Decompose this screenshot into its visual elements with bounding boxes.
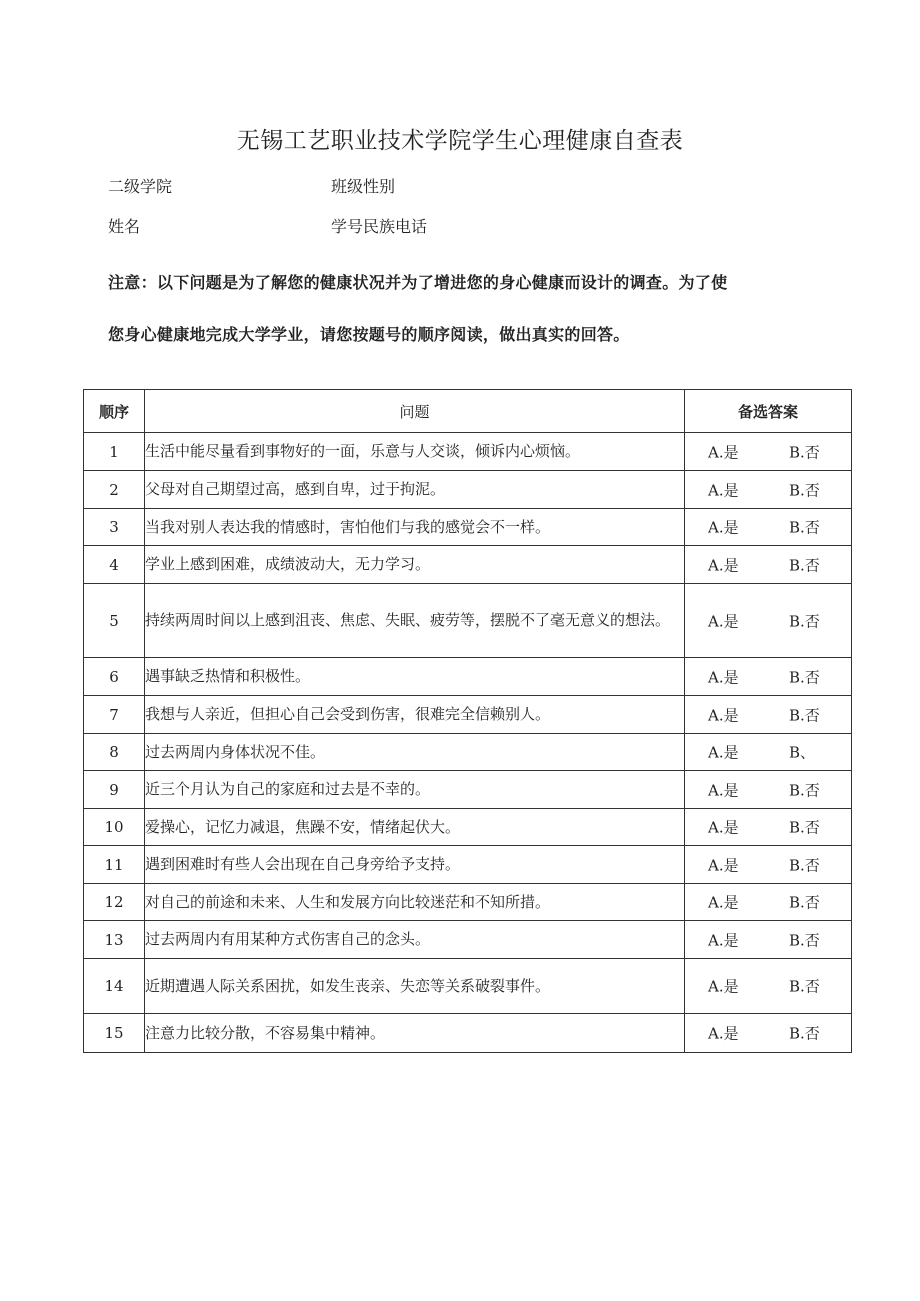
option-a[interactable]: A.是	[708, 743, 739, 762]
row-answers	[685, 771, 852, 809]
row-question: 对自己的前途和未来、人生和发展方向比较迷茫和不知所措。	[145, 884, 685, 921]
option-b[interactable]: B.否	[789, 781, 820, 799]
table-row	[84, 771, 852, 809]
option-a[interactable]: A.是	[708, 518, 739, 537]
college-label: 二级学院	[108, 177, 173, 196]
table-row	[84, 471, 852, 509]
table-row	[84, 509, 852, 546]
option-b[interactable]: B.否	[789, 612, 820, 630]
option-b[interactable]: B.否	[789, 556, 820, 574]
row-question: 近期遭遇人际关系困扰，如发生丧亲、失恋等关系破裂事件。	[145, 959, 685, 1014]
table-row	[84, 734, 852, 771]
table-row	[84, 546, 852, 584]
row-question: 父母对自己期望过高，感到自卑，过于拘泥。	[145, 471, 685, 509]
row-question: 我想与人亲近，但担心自己会受到伤害，很难完全信赖别人。	[145, 696, 685, 734]
row-number: 11	[84, 846, 145, 884]
row-answers	[685, 959, 852, 1014]
row-question: 遇事缺乏热情和积极性。	[145, 658, 685, 696]
row-number: 7	[84, 696, 145, 734]
option-b[interactable]: B.否	[789, 856, 820, 874]
notice-line-1: 注意：以下问题是为了解您的健康状况并为了增进您的身心健康而设计的调查。为了使	[108, 273, 728, 292]
option-a[interactable]: A.是	[708, 1024, 739, 1043]
survey-table	[83, 389, 852, 1053]
header-answers: 备选答案	[685, 390, 852, 433]
row-answers	[685, 921, 852, 959]
header-order: 顺序	[84, 390, 145, 433]
table-row	[84, 658, 852, 696]
row-answers	[685, 696, 852, 734]
row-number: 4	[84, 546, 145, 584]
row-number: 3	[84, 509, 145, 546]
option-b[interactable]: B.否	[789, 893, 820, 912]
class-gender-label: 班级性别	[331, 177, 396, 196]
table-row	[84, 921, 852, 959]
table-row	[84, 584, 852, 658]
row-number: 5	[84, 584, 145, 658]
row-answers	[685, 433, 852, 471]
option-b[interactable]: B.否	[789, 818, 820, 837]
row-answers	[685, 884, 852, 921]
table-row	[84, 884, 852, 921]
row-number: 13	[84, 921, 145, 959]
option-b[interactable]: B.否	[789, 977, 820, 996]
page-title: 无锡工艺职业技术学院学生心理健康自查表	[236, 128, 684, 154]
row-question: 遇到困难时有些人会出现在自己身旁给予支持。	[145, 846, 685, 884]
option-b[interactable]: B.否	[789, 706, 820, 724]
row-answers	[685, 734, 852, 771]
id-ethnic-phone-label: 学号民族电话	[331, 217, 428, 236]
option-a[interactable]: A.是	[708, 668, 739, 686]
row-question: 当我对别人表达我的情感时，害怕他们与我的感觉会不一样。	[145, 509, 685, 546]
option-a[interactable]: A.是	[708, 856, 739, 874]
name-label: 姓名	[108, 217, 141, 236]
row-answers	[685, 546, 852, 584]
header-question: 问题	[145, 390, 685, 433]
row-question: 爱操心，记忆力减退，焦躁不安，情绪起伏大。	[145, 809, 685, 846]
option-b[interactable]: B.否	[789, 668, 820, 686]
row-question: 近三个月认为自己的家庭和过去是不幸的。	[145, 771, 685, 809]
option-b[interactable]: B、	[789, 743, 816, 762]
row-question: 过去两周内有用某种方式伤害自己的念头。	[145, 921, 685, 959]
row-number: 9	[84, 771, 145, 809]
option-b[interactable]: B.否	[789, 518, 820, 537]
row-answers	[685, 809, 852, 846]
row-answers	[685, 1014, 852, 1053]
option-b[interactable]: B.否	[789, 481, 820, 499]
row-number: 6	[84, 658, 145, 696]
row-question: 学业上感到困难，成绩波动大，无力学习。	[145, 546, 685, 584]
option-b[interactable]: B.否	[789, 443, 820, 461]
option-a[interactable]: A.是	[708, 781, 739, 799]
table-row	[84, 433, 852, 471]
row-number: 2	[84, 471, 145, 509]
table-row	[84, 959, 852, 1014]
option-a[interactable]: A.是	[708, 893, 739, 912]
option-a[interactable]: A.是	[708, 977, 739, 996]
row-number: 14	[84, 959, 145, 1014]
row-number: 12	[84, 884, 145, 921]
row-question: 注意力比较分散，不容易集中精神。	[145, 1014, 685, 1053]
option-b[interactable]: B.否	[789, 1024, 820, 1043]
table-row	[84, 1014, 852, 1053]
row-number: 1	[84, 433, 145, 471]
option-a[interactable]: A.是	[708, 481, 739, 499]
row-question: 持续两周时间以上感到沮丧、焦虑、失眠、疲劳等，摆脱不了毫无意义的想法。	[145, 584, 685, 658]
row-answers	[685, 509, 852, 546]
option-a[interactable]: A.是	[708, 443, 739, 461]
option-b[interactable]: B.否	[789, 931, 820, 949]
row-number: 10	[84, 809, 145, 846]
option-a[interactable]: A.是	[708, 706, 739, 724]
option-a[interactable]: A.是	[708, 556, 739, 574]
option-a[interactable]: A.是	[708, 612, 739, 630]
table-header-row	[84, 390, 852, 433]
notice-line-2: 您身心健康地完成大学学业，请您按题号的顺序阅读，做出真实的回答。	[108, 325, 630, 344]
table-row	[84, 696, 852, 734]
table-row	[84, 846, 852, 884]
row-number: 15	[84, 1014, 145, 1053]
row-answers	[685, 846, 852, 884]
option-a[interactable]: A.是	[708, 931, 739, 949]
row-question: 生活中能尽量看到事物好的一面，乐意与人交谈，倾诉内心烦恼。	[145, 433, 685, 471]
row-question: 过去两周内身体状况不佳。	[145, 734, 685, 771]
row-answers	[685, 471, 852, 509]
row-answers	[685, 658, 852, 696]
table-row	[84, 809, 852, 846]
row-answers	[685, 584, 852, 658]
option-a[interactable]: A.是	[708, 818, 739, 837]
row-number: 8	[84, 734, 145, 771]
